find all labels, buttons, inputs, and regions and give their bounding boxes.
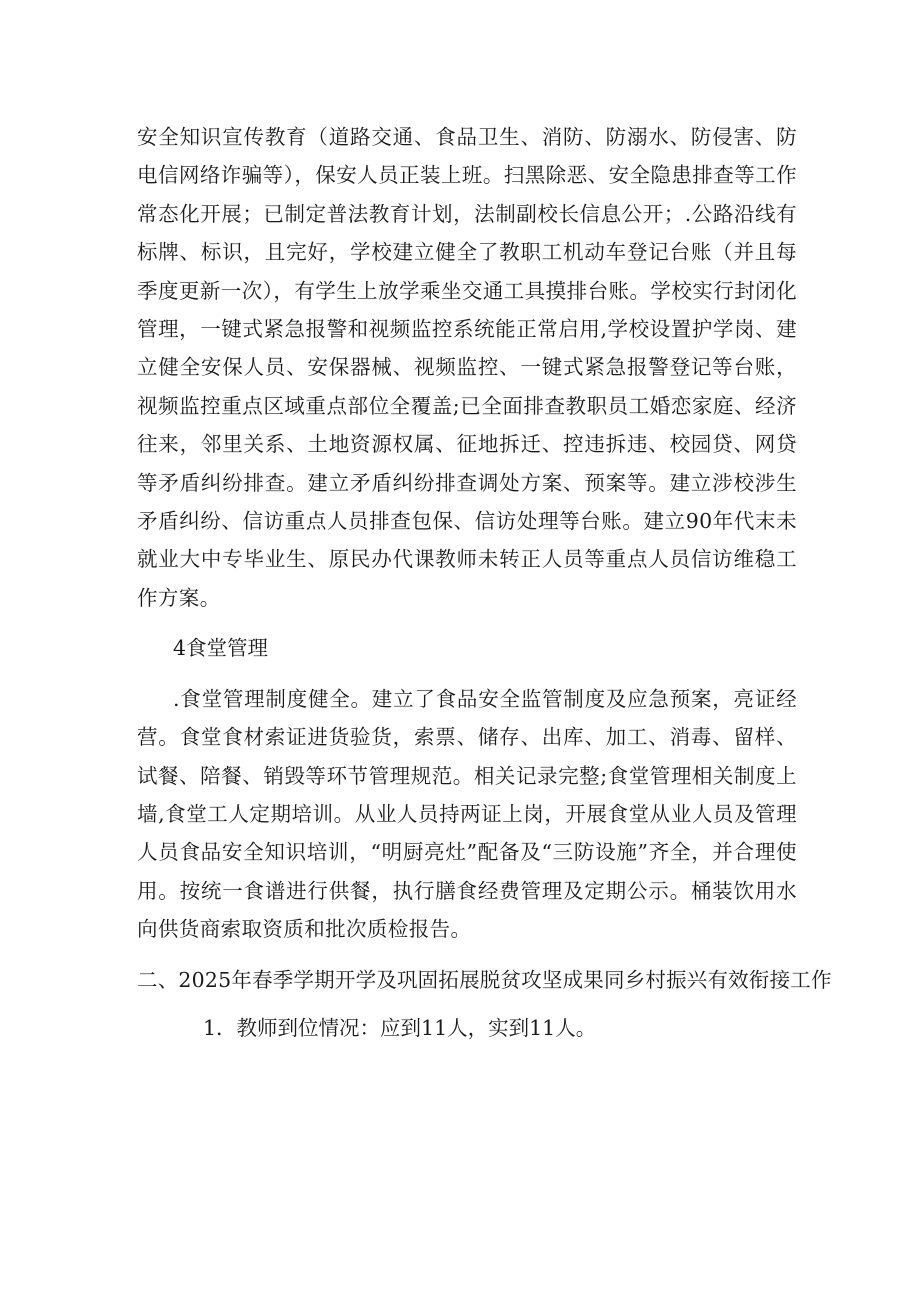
canteen-management-heading: 4食堂管理 bbox=[173, 636, 269, 661]
section-two-heading: 二、2025年春季学期开学及巩固拓展脱贫攻坚成果同乡村振兴有效衔接工作 bbox=[137, 967, 832, 992]
teacher-attendance-item: 1．教师到位情况：应到11人，实到11人。 bbox=[203, 1015, 597, 1040]
canteen-management-paragraph: .食堂管理制度健全。建立了食品安全监管制度及应急预案，亮证经营。食堂食材索证进货验货，索票、储存、出库、加工、消毒、留样、试餐、陪餐、销毁等环节管理规范。相关记录完整;食堂管理相关制度上墙,食堂工人定期培训。从业人员持两证上岗，开展食堂从业人员及管理人员食品安全知识培训，“明厨亮灶”配备及“三防设施”齐全，并合理使用。按统一食谱进行供餐，执行膳食经费管理及定期公示。桶装饮用水向供货商索取资质和批次质检报告。 bbox=[137, 686, 797, 942]
document-page bbox=[137, 118, 832, 1047]
safety-management-paragraph: 安全知识宣传教育（道路交通、食品卫生、消防、防溺水、防侵害、防电信网络诈骗等），保安人员正装上班。扫黑除恶、安全隐患排查等工作常态化开展；已制定普法教育计划，法制副校长信息公开；.公路沿线有标牌、标识，且完好，学校建立健全了教职工机动车登记台账（并且每季度更新一次），有学生上放学乘坐交通工具摸排台账。学校实行封闭化管理，一键式紧急报警和视频监控系统能正常启用,学校设置护学岗、建立健全安保人员、安保器械、视频监控、一键式紧急报警登记等台账，视频监控重点区域重点部位全覆盖;已全面排查教职员工婚恋家庭、经济往来，邻里关系、土地资源权属、征地拆迁、控违拆违、校园贷、网贷等矛盾纠纷排查。建立矛盾纠纷排查调处方案、预案等。建立涉校涉生矛盾纠纷、信访重点人员排查包保、信访处理等台账。建立90年代末未就业大中专毕业生、原民办代课教师未转正人员等重点人员信访维稳工作方案。 bbox=[137, 125, 797, 610]
